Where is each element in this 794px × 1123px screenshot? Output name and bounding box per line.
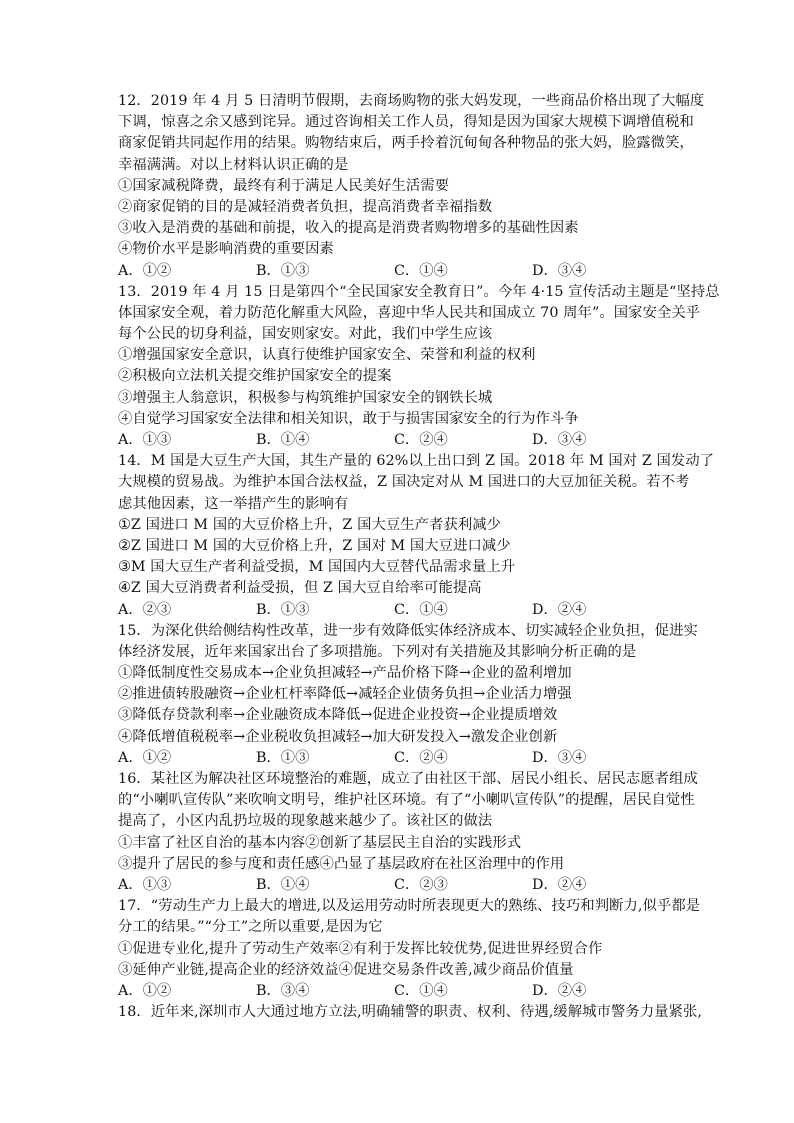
statement-item: ②积极向立法机关提交维护国家安全的提案 (118, 368, 392, 385)
answer-options (118, 875, 678, 896)
question-block (118, 1002, 703, 1023)
question-block (118, 621, 698, 769)
answer-options (118, 981, 678, 1002)
statement-item: ①促进专业化,提升了劳动生产效率②有利于发挥比较优势,促进世界经贸合作 (118, 940, 603, 957)
statement-item: ④降低增值税税率→企业税收负担减轻→加大研发投入→激发企业创新 (118, 728, 558, 745)
question-stem-line: 12．2019 年 4 月 5 日清明节假期，去商场购物的张大妈发现，一些商品价格出现了大幅度 (118, 93, 705, 109)
question-stem-line: 体国家安全观，着力防范化解重大风险，喜迎中华人民共和国成立 70 周年”。国家安全关乎 (118, 304, 701, 321)
answer-option: B．③④ (256, 982, 310, 999)
question-stem-line: 的“小喇叭宣传队”来吹响文明号，维护社区环境。有了“小喇叭宣传队”的提醒，居民自觉性 (118, 792, 695, 809)
answer-option: C．①④ (394, 262, 448, 279)
answer-option: B．①③ (256, 262, 310, 279)
answer-option: D．③④ (532, 749, 587, 766)
answer-option: A．①③ (118, 876, 172, 893)
question-stem-line: 大规模的贸易战。为维护本国合法权益，Z 国决定对从 M 国进口的大豆加征关税。若不考 (118, 474, 690, 491)
statement-item: ②商家促销的目的是减轻消费者负担，提高消费者幸福指数 (118, 198, 493, 215)
answer-option: D．②④ (532, 876, 587, 893)
answer-option: B．①③ (256, 749, 310, 766)
statement-item: ②推进债转股融资→企业杠杆率降低→减轻企业债务负担→企业活力增强 (118, 686, 572, 703)
answer-option: A．①② (118, 749, 172, 766)
answer-option: C．②③ (394, 876, 448, 893)
answer-options (118, 261, 678, 282)
answer-option: C．①④ (394, 982, 448, 999)
question-stem-line: 每个公民的切身利益，国安则家安。对此，我们中学生应该 (118, 326, 493, 343)
question-stem-line: 17．“劳动生产力上最大的增进,以及运用劳动时所表现更大的熟练、技巧和判断力,似乎都是 (118, 898, 701, 915)
question-stem-line: 14．M 国是大豆生产大国，其生产量的 62%以上出口到 Z 国。2018 年 M 国对 Z 国发动了 (118, 453, 715, 470)
answer-option: C．①④ (394, 601, 448, 618)
question-block (118, 769, 698, 896)
answer-option: D．②④ (532, 982, 587, 999)
question-stem-line: 下调，惊喜之余又感到诧异。通过咨询相关工作人员，得知是因为国家大规模下调增值税和 (118, 114, 694, 131)
answer-option: C．②④ (394, 432, 448, 448)
statement-item: ①国家减税降费，最终有利于满足人民美好生活需要 (118, 177, 450, 194)
answer-options (118, 430, 678, 451)
answer-options (118, 748, 678, 769)
question-list (118, 91, 720, 1023)
answer-option: A．①② (118, 262, 172, 279)
question-stem-line: 16．某社区为解决社区环境整治的难题，成立了由社区干部、居民小组长、居民志愿者组成 (118, 771, 698, 787)
question-stem-line: 15．为深化供给侧结构性改革，进一步有效降低实体经济成本、切实减轻企业负担，促进实 (118, 622, 698, 639)
statement-item: ①丰富了社区自治的基本内容②创新了基层民主自治的实践形式 (118, 834, 522, 851)
question-stem-line: 幸福满满。对以上材料认识正确的是 (118, 156, 349, 173)
answer-option: D．②④ (532, 601, 587, 618)
statement-item: ①降低制度性交易成本→企业负担减轻→产品价格下降→企业的盈利增加 (118, 665, 572, 682)
question-stem-line: 虑其他因素，这一举措产生的影响有 (118, 495, 349, 512)
statement-item: ④Z 国大豆消费者利益受损，但 Z 国大豆自给率可能提高 (118, 580, 482, 597)
statement-item: ③收入是消费的基础和前提，收入的提高是消费者购物增多的基础性因素 (118, 220, 579, 237)
question-block (118, 896, 701, 1002)
question-block (118, 91, 705, 282)
answer-option: C．②④ (394, 749, 448, 766)
statement-item: ③提升了居民的参与度和责任感④凸显了基层政府在社区治理中的作用 (118, 855, 565, 872)
statement-item: ③M 国大豆生产者利益受损，M 国国内大豆替代品需求量上升 (118, 559, 516, 576)
answer-option: B．①④ (256, 432, 310, 448)
statement-item: ③延伸产业链,提高企业的经济效益④促进交易条件改善,减少商品价值量 (118, 961, 574, 978)
statement-item: ①增强国家安全意识，认真行使维护国家安全、荣誉和利益的权利 (118, 347, 536, 364)
question-stem-line: 13．2019 年 4 月 15 日是第四个“全民国家安全教育日”。今年 4·15 宣传活动主题是“坚持总 (118, 283, 720, 300)
question-block (118, 451, 715, 621)
question-stem-line: 分工的结果。”“分工”之所以重要,是因为它 (118, 919, 383, 936)
question-stem-line: 提高了，小区内乱扔垃圾的现象越来越少了。该社区的做法 (118, 813, 493, 830)
answer-option: B．①④ (256, 876, 310, 893)
answer-option: B．①③ (256, 601, 310, 618)
answer-option: D．③④ (532, 432, 587, 448)
question-stem-line: 商家促销共同起作用的结果。购物结束后，两手拎着沉甸甸各种物品的张大妈，脸露微笑， (118, 135, 694, 152)
statement-item: ④物价水平是影响消费的重要因素 (118, 241, 334, 258)
answer-option: D．③④ (532, 262, 587, 279)
statement-item: ④自觉学习国家安全法律和相关知识，敢于与损害国家安全的行为作斗争 (118, 410, 579, 427)
question-stem-line: 18．近年来,深圳市人大通过地方立法,明确辅警的职责、权利、待遇,缓解城市警务力量紧张, (118, 1004, 703, 1021)
question-stem-line: 体经济发展，近年来国家出台了多项措施。下列对有关措施及其影响分析正确的是 (118, 643, 637, 660)
question-block (118, 282, 720, 452)
statement-item: ③降低存贷款利率→企业融资成本降低→促进企业投资→企业提质增效 (118, 707, 558, 724)
statement-item: ③增强主人翁意识，积极参与构筑维护国家安全的钢铁长城 (118, 389, 493, 406)
answer-options (118, 600, 678, 621)
answer-option: A．①③ (118, 432, 172, 448)
statement-item: ①Z 国进口 M 国的大豆价格上升，Z 国大豆生产者获利减少 (118, 516, 502, 533)
statement-item: ②Z 国进口 M 国的大豆价格上升，Z 国对 M 国大豆进口减少 (118, 537, 511, 554)
answer-option: A．②③ (118, 601, 172, 618)
answer-option: A．①② (118, 982, 172, 999)
